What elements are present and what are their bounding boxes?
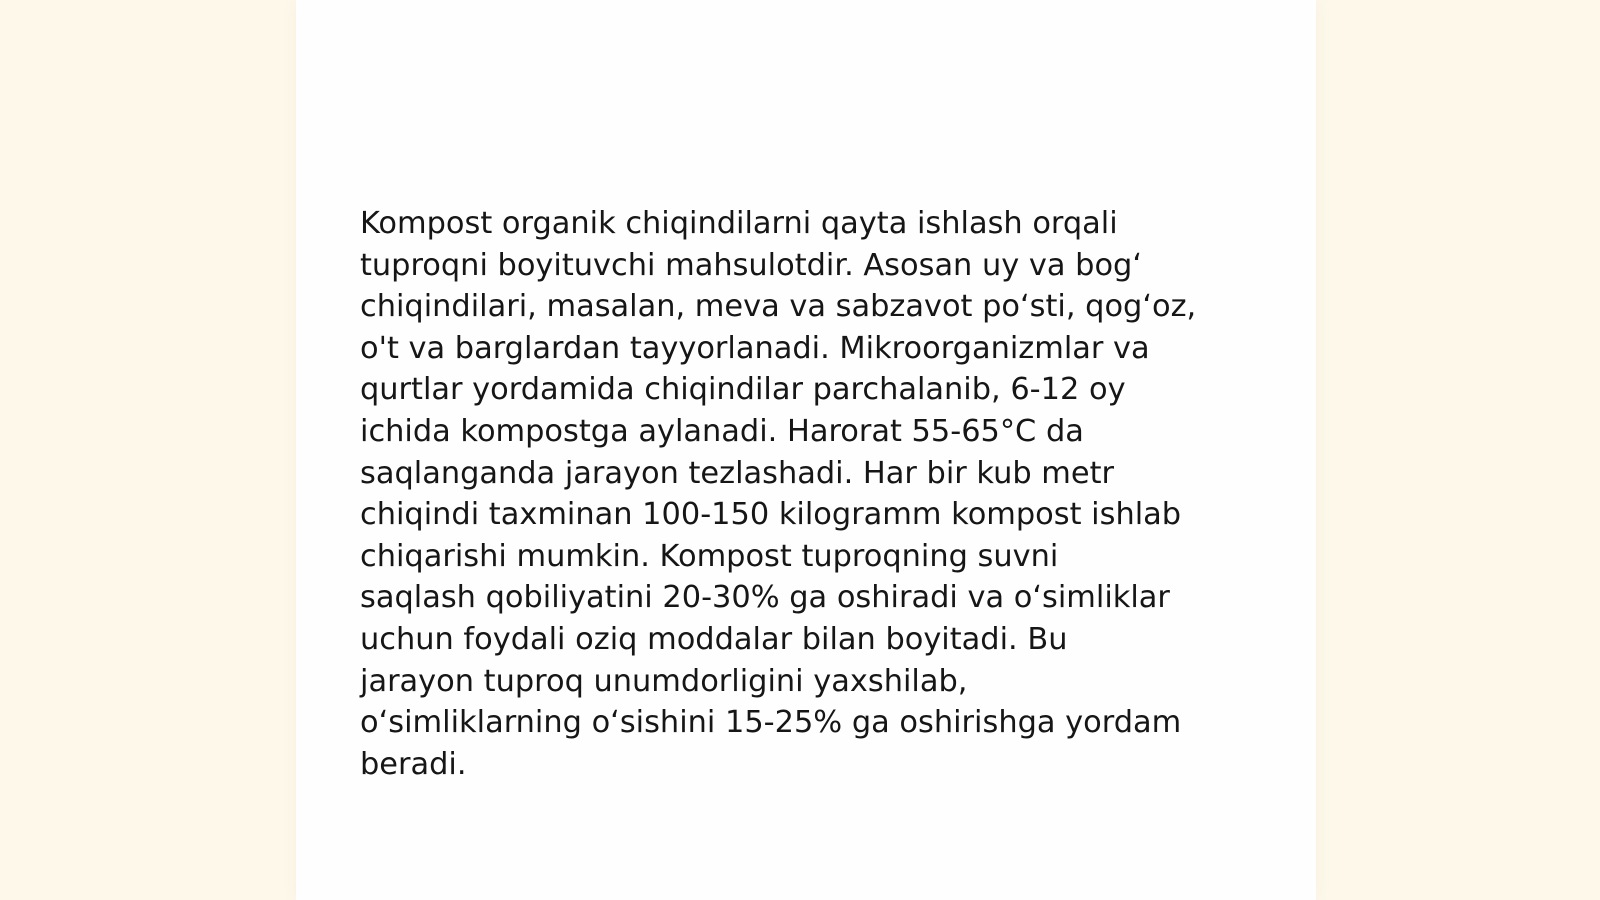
document-page — [296, 0, 1316, 900]
body-paragraph: Kompost organik chiqindilarni qayta ishlash orqali tuproqni boyituvchi mahsulotdir. Asosan uy va bog‘ chiqindilari, masalan, meva va sabzavot po‘sti, qog‘oz, o't va barglardan tayyorlanadi. Mikroorganizmlar va qurtlar yordamida chiqindilar parchalanib, 6-12 oy ichida kompostga aylanadi. Harorat 55-65°C da saqlanganda jarayon tezlashadi. Har bir kub metr chiqindi taxminan 100-150 kilogramm kompost ishlab chiqarishi mumkin. Kompost tuproqning suvni saqlash qobiliyatini 20-30% ga oshiradi va o‘simliklar uchun foydali oziq moddalar bilan boyitadi. Bu jarayon tuproq unumdorligini yaxshilab, o‘simliklarning o‘sishini 15-25% ga oshirishga yordam beradi. — [360, 206, 1197, 782]
